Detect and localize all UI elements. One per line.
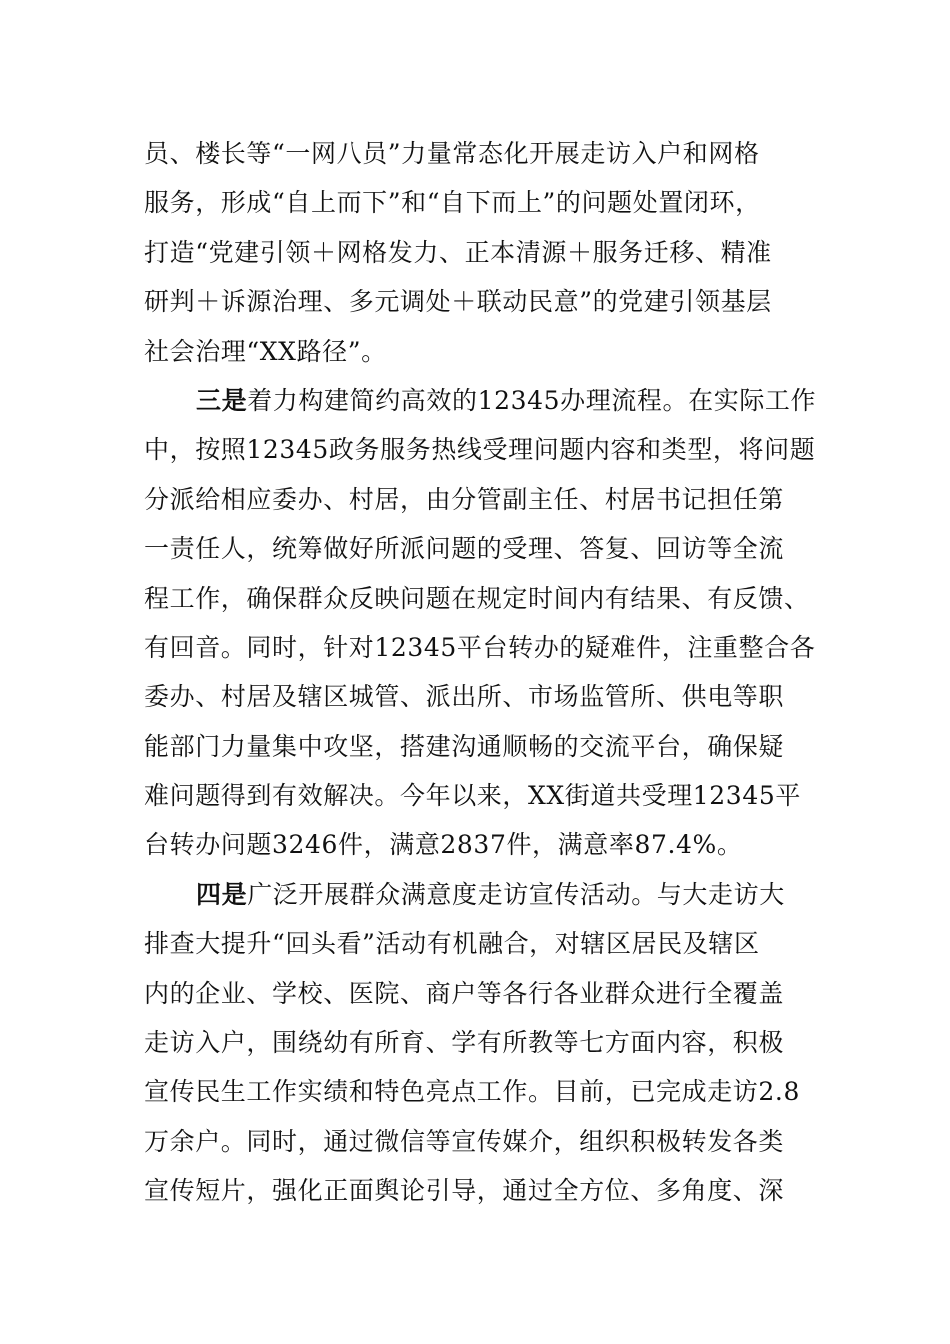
text-line: 宣传民生工作实绩和特色亮点工作。目前，已完成走访2.8 xyxy=(144,1077,800,1107)
text-line: 内的企业、学校、医院、商户等各行各业群众进行全覆盖 xyxy=(144,978,785,1008)
text-line: 分派给相应委办、村居，由分管副主任、村居书记担任第 xyxy=(144,484,785,514)
text-line: 委办、村居及辖区城管、派出所、市场监管所、供电等职 xyxy=(144,682,785,712)
text-line: 万余户。同时，通过微信等宣传媒介，组织积极转发各类 xyxy=(144,1126,785,1156)
text-line: 难问题得到有效解决。今年以来，XX街道共受理12345平 xyxy=(144,781,801,811)
text-line-first xyxy=(144,376,817,425)
paragraph-lead-bold: 三是 xyxy=(196,385,248,415)
paragraph-point-three xyxy=(144,376,817,870)
text-line: 台转办问题3246件，满意2837件，满意率87.4%。 xyxy=(144,830,743,860)
text-line: 程工作，确保群众反映问题在规定时间内有结果、有反馈、 xyxy=(144,583,810,613)
text-line-first xyxy=(144,870,812,919)
text-line: 一责任人，统筹做好所派问题的受理、答复、回访等全流 xyxy=(144,534,785,564)
text-line: 中，按照12345政务服务热线受理问题内容和类型，将问题 xyxy=(144,435,816,465)
text-line: 走访入户，围绕幼有所育、学有所教等七方面内容，积极 xyxy=(144,1028,785,1058)
text-line: 社会治理“XX路径”。 xyxy=(144,336,387,366)
text-line: 打造“党建引领＋网格发力、正本清源＋服务迁移、精准 xyxy=(144,237,772,267)
paragraph-lead-rest: 着力构建简约高效的12345办理流程。在实际工作 xyxy=(247,385,817,415)
text-line: 员、楼长等“一网八员”力量常态化开展走访入户和网格 xyxy=(144,139,760,168)
document-body xyxy=(144,129,817,1216)
text-line: 服务，形成“自上而下”和“自下而上”的问题处置闭环， xyxy=(144,188,761,218)
paragraph-lead-bold: 四是 xyxy=(196,879,248,909)
text-line: 宣传短片，强化正面舆论引导，通过全方位、多角度、深 xyxy=(144,1176,785,1206)
paragraph-grid-service xyxy=(144,129,812,376)
text-line: 能部门力量集中攻坚，搭建沟通顺畅的交流平台，确保疑 xyxy=(144,731,785,761)
paragraph-lead-rest: 广泛开展群众满意度走访宣传活动。与大走访大 xyxy=(247,879,785,909)
text-line: 研判＋诉源治理、多元调处＋联动民意”的党建引领基层 xyxy=(144,287,772,317)
text-line: 有回音。同时，针对12345平台转办的疑难件，注重整合各 xyxy=(144,632,816,662)
paragraph-point-four xyxy=(144,870,812,1216)
text-line: 排查大提升“回头看”活动有机融合，对辖区居民及辖区 xyxy=(144,929,760,959)
